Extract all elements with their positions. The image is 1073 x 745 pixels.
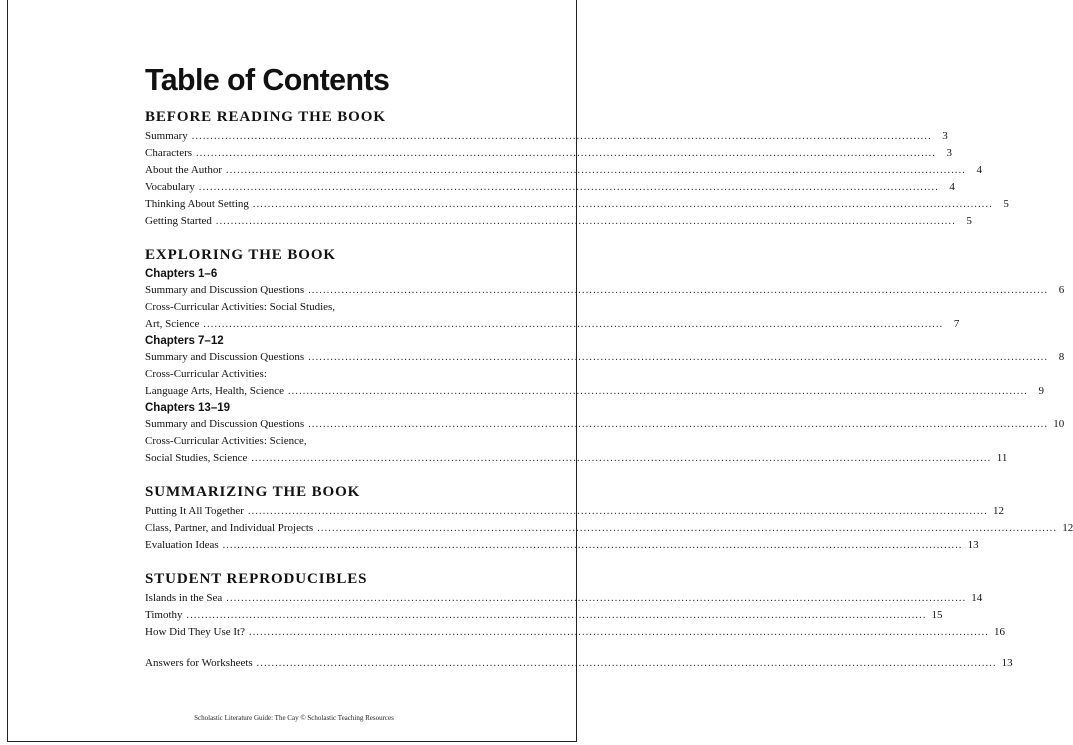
entry-label: About the Author — [145, 164, 222, 176]
section-heading: EXPLORING THE BOOK — [145, 247, 336, 263]
entry-page: 8 — [1058, 351, 1065, 363]
chapter-heading: Chapters 7–12 — [145, 335, 224, 347]
entry-page: 12 — [1062, 522, 1073, 534]
entry-label: Thinking About Setting — [145, 198, 249, 210]
entry-page: 5 — [1003, 198, 1009, 210]
section-exploring — [145, 246, 1065, 467]
section-summarizing — [145, 483, 1073, 554]
entry-label: Answers for Worksheets — [145, 657, 253, 669]
toc-entry[interactable] — [145, 145, 953, 162]
toc-entry[interactable] — [145, 316, 960, 333]
entry-page: 5 — [966, 215, 972, 227]
dot-leader: ........................................................................................................................................................................................................ — [247, 506, 988, 517]
toc-entry[interactable] — [145, 196, 1009, 213]
page-title: Table of Contents — [145, 62, 390, 97]
entry-label: Timothy — [145, 609, 183, 621]
dot-leader: ........................................................................................................................................................................................................ — [251, 453, 992, 464]
entry-label: Social Studies, Science — [145, 452, 248, 464]
entry-page: 4 — [949, 181, 955, 193]
section-heading: BEFORE READING THE BOOK — [145, 109, 386, 125]
entry-label: Islands in the Sea — [145, 592, 223, 604]
entry-label-line: Cross-Curricular Activities: Science, — [145, 435, 307, 447]
entry-label-line: Cross-Curricular Activities: Social Studies, — [145, 301, 336, 313]
entry-label: Vocabulary — [145, 181, 195, 193]
toc-entry[interactable] — [145, 450, 1008, 467]
entry-page: 9 — [1038, 385, 1044, 397]
dot-leader: ........................................................................................................................................................................................................ — [249, 627, 989, 638]
dot-leader: ........................................................................................................................................................................................................ — [186, 610, 927, 621]
toc-entry[interactable] — [145, 179, 955, 196]
toc-entry[interactable] — [145, 537, 979, 554]
entry-label: Putting It All Together — [145, 505, 244, 517]
dot-leader: ........................................................................................................................................................................................................ — [198, 182, 939, 193]
entry-page: 3 — [942, 130, 948, 142]
entry-label: Summary and Discussion Questions — [145, 284, 305, 296]
entry-label: Characters — [145, 147, 193, 159]
entry-page: 13 — [967, 539, 979, 551]
dot-leader: ........................................................................................................................................................................................................ — [308, 285, 1049, 296]
dot-leader: ........................................................................................................................................................................................................ — [256, 658, 997, 669]
entry-page: 3 — [946, 147, 953, 159]
entry-page: 13 — [1001, 657, 1013, 669]
entry-label: Getting Started — [145, 215, 212, 227]
entry-page: 11 — [996, 452, 1008, 464]
entry-label: Class, Partner, and Individual Projects — [145, 522, 314, 534]
toc-entry[interactable] — [145, 624, 1005, 641]
section-before-reading — [145, 108, 1009, 230]
section-heading: SUMMARIZING THE BOOK — [145, 484, 361, 500]
section-reproducibles — [145, 570, 1005, 641]
entry-page: 16 — [994, 626, 1005, 638]
section-heading: STUDENT REPRODUCIBLES — [145, 571, 368, 587]
chapter-heading: Chapters 1–6 — [145, 268, 218, 280]
entry-label: Evaluation Ideas — [145, 539, 219, 551]
toc-entry[interactable] — [145, 416, 1065, 433]
dot-leader: ........................................................................................................................................................................................................ — [215, 216, 956, 227]
dot-leader: ........................................................................................................................................................................................................ — [226, 593, 967, 604]
entry-label: How Did They Use It? — [145, 626, 245, 638]
toc-entry[interactable] — [145, 590, 983, 607]
entry-label: Summary and Discussion Questions — [145, 351, 305, 363]
page-footer: Scholastic Literature Guide: The Cay © Scholastic Teaching Resources — [194, 714, 394, 722]
dot-leader: ........................................................................................................................................................................................................ — [196, 148, 937, 159]
dot-leader: ........................................................................................................................................................................................................ — [287, 386, 1028, 397]
chapter-heading: Chapters 13–19 — [145, 402, 231, 414]
entry-page: 15 — [931, 609, 943, 621]
toc-entry[interactable] — [145, 349, 1065, 366]
entry-page: 14 — [971, 592, 983, 604]
dot-leader: ........................................................................................................................................................................................................ — [308, 352, 1049, 363]
toc-entry[interactable] — [145, 213, 972, 230]
toc-entry[interactable] — [145, 128, 948, 145]
entry-page: 10 — [1053, 418, 1065, 430]
toc-content — [145, 62, 1073, 672]
toc-entry-answers[interactable] — [145, 655, 1013, 672]
entry-page: 12 — [992, 505, 1004, 517]
dot-leader: ........................................................................................................................................................................................................ — [252, 199, 993, 210]
toc-entry[interactable] — [145, 520, 1073, 537]
toc-entry[interactable] — [145, 607, 943, 624]
toc-entry[interactable] — [145, 383, 1044, 400]
dot-leader: ........................................................................................................................................................................................................ — [222, 540, 963, 551]
toc-entry[interactable] — [145, 162, 982, 179]
entry-page: 7 — [953, 318, 960, 330]
entry-label: Summary and Discussion Questions — [145, 418, 305, 430]
entry-label: Language Arts, Health, Science — [145, 385, 284, 397]
dot-leader: ........................................................................................................................................................................................................ — [191, 131, 932, 142]
dot-leader: ........................................................................................................................................................................................................ — [317, 523, 1058, 534]
entry-label-line: Cross-Curricular Activities: — [145, 368, 267, 380]
toc-entry[interactable] — [145, 503, 1004, 520]
entry-label: Summary — [145, 130, 188, 142]
toc-entry[interactable] — [145, 282, 1065, 299]
dot-leader: ........................................................................................................................................................................................................ — [308, 419, 1049, 430]
entry-label: Art, Science — [145, 318, 200, 330]
entry-page: 6 — [1058, 284, 1065, 296]
dot-leader: ........................................................................................................................................................................................................ — [226, 165, 966, 176]
entry-page: 4 — [976, 164, 982, 176]
dot-leader: ........................................................................................................................................................................................................ — [203, 319, 944, 330]
